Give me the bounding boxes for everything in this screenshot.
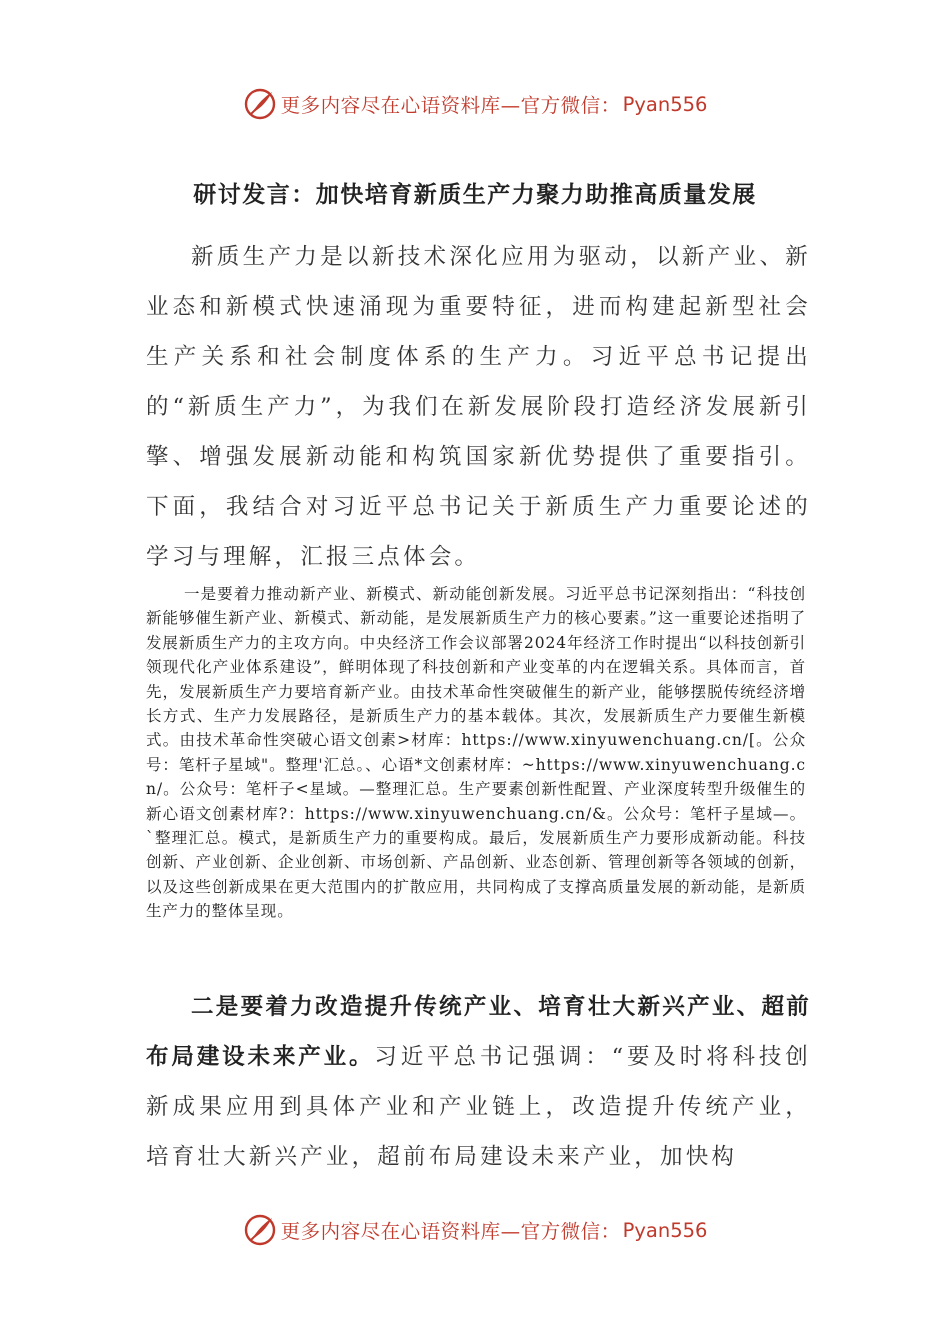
banner-handle: Pyan556 — [622, 92, 708, 116]
section-two-lead: 二是要着力改造提升传统产业、培育壮大新兴产业、超前布局建设未来产业。 — [146, 994, 811, 1070]
footer-banner — [0, 1210, 950, 1250]
section-two-body: 习近平总书记强调：“要及时将科技创新成果应用到具体产业和产业链上，改造提升传统产业，培育壮大新兴产业，超前布局建设未来产业，加快构 — [146, 1044, 811, 1170]
banner-text: 更多内容尽在心语资料库—官方微信： — [280, 94, 621, 117]
header-banner — [0, 84, 950, 124]
intro-paragraph: 新质生产力是以新技术深化应用为驱动，以新产业、新业态和新模式快速涌现为重要特征，进而构建起新型社会生产关系和社会制度体系的生产力。习近平总书记提出的“新质生产力”，为我们在新发展阶段打造经济发展新引擎、增强发展新动能和构筑国家新优势提供了重要指引。下面，我结合对习近平总书记关于新质生产力重要论述的学习与理解，汇报三点体会。 — [146, 244, 811, 570]
section-one-paragraph: 一是要着力推动新产业、新模式、新动能创新发展。习近平总书记深刻指出：“科技创新能够催生新产业、新模式、新动能，是发展新质生产力的核心要素。”这一重要论述指明了发展新质生产力的主攻方向。中央经济工作会议部署2024年经济工作时提出“以科技创新引领现代化产业体系建设”，鲜明体现了科技创新和产业变革的内在逻辑关系。具体而言，首先，发展新质生产力要培育新产业。由技术革命性突破催生的新产业，能够摆脱传统经济增长方式、生产力发展路径，是新质生产力的基本载体。其次，发展新质生产力要催生新模式。由技术革命性突破心语文创素>材库：https://www.xinyuwenchuang.cn/[。公众号：笔杆子星域"。整理'汇总。、心语*文创素材库：~https://www.xinyuwenchuang.cn/。公众号：笔杆子<星域。—整理汇总。生产要素创新性配置、产业深度转型升级催生的新心语文创素材库?：https://www.xinyuwenchuang.cn/&。公众号：笔杆子星域—。`整理汇总。模式，是新质生产力的重要构成。最后，发展新质生产力要形成新动能。科技创新、产业创新、企业创新、市场创新、产品创新、业态创新、管理创新等各领域的创新，以及这些创新成果在更大范围内的扩散应用，共同构成了支撑高质量发展的新动能，是新质生产力的整体呈现。 — [146, 585, 806, 921]
quill-logo-icon — [243, 87, 277, 121]
banner-handle: Pyan556 — [622, 1218, 708, 1242]
banner-text: 更多内容尽在心语资料库—官方微信： — [280, 1220, 621, 1243]
quill-logo-icon — [243, 1213, 277, 1247]
document-title: 研讨发言：加快培育新质生产力聚力助推高质量发展 — [193, 182, 757, 208]
section-two-paragraph — [146, 982, 811, 1182]
